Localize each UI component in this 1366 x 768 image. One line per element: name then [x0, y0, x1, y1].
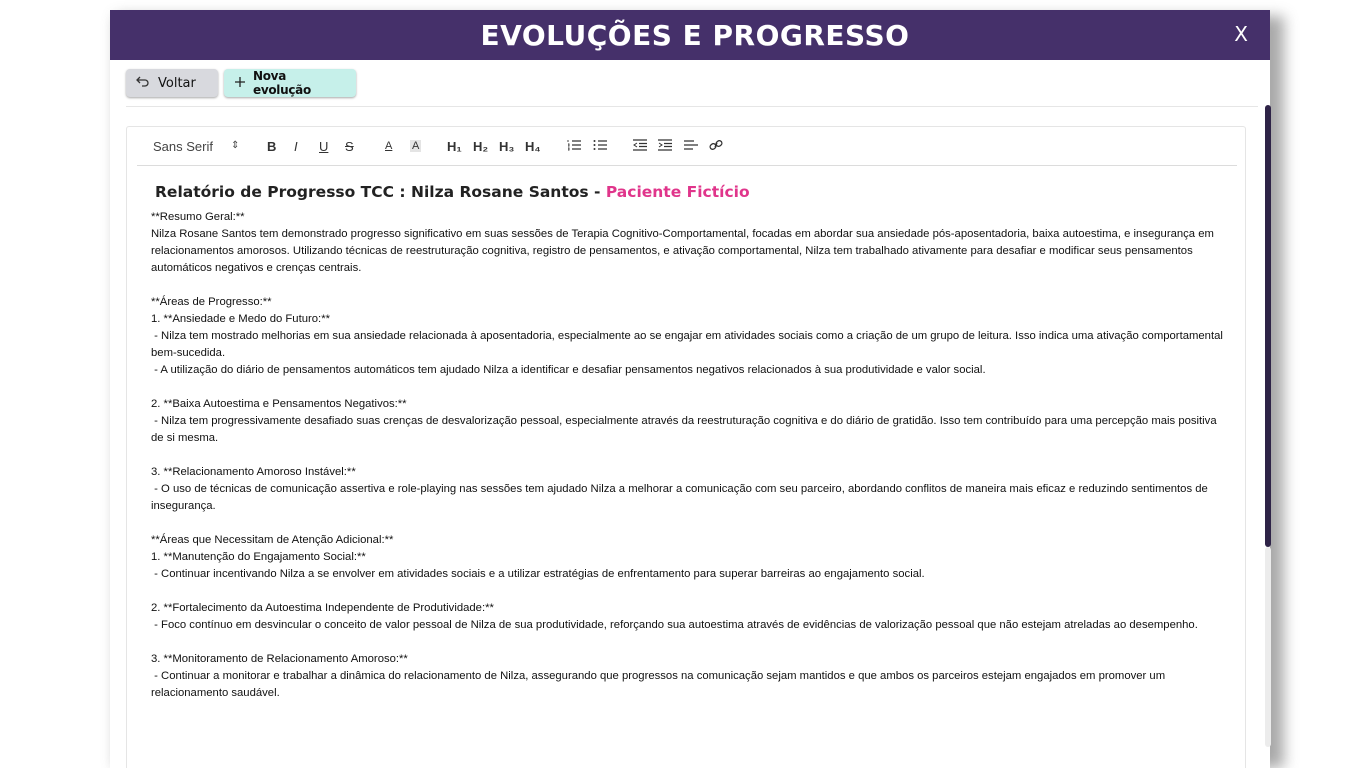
font-family-select[interactable]: Sans Serif: [153, 139, 213, 154]
strike-button[interactable]: S: [345, 139, 354, 154]
background-color-button[interactable]: A: [412, 140, 420, 152]
editor-toolbar: [137, 127, 1237, 166]
underline-button[interactable]: U: [319, 139, 329, 154]
heading-3-button[interactable]: H₃: [499, 139, 515, 154]
new-evolution-button[interactable]: [224, 69, 356, 97]
heading-1-button[interactable]: H₁: [447, 139, 462, 154]
bold-button[interactable]: B: [267, 139, 277, 154]
report-title: [155, 183, 1231, 201]
ordered-list-icon[interactable]: [567, 139, 581, 154]
select-arrows-icon: ⇕: [231, 140, 240, 151]
link-icon[interactable]: [709, 139, 723, 154]
plus-icon: [234, 76, 246, 91]
back-button[interactable]: [126, 69, 218, 97]
evolutions-modal: [110, 10, 1270, 768]
modal-header: [110, 10, 1270, 60]
fictional-patient-label: Paciente Fictício: [605, 183, 750, 201]
modal-title: EVOLUÇÕES E PROGRESSO: [480, 18, 910, 52]
scrollbar-thumb[interactable]: [1265, 105, 1271, 547]
italic-button[interactable]: I: [294, 139, 298, 154]
heading-4-button[interactable]: H₄: [525, 139, 541, 154]
report-title-text: Relatório de Progresso TCC : Nilza Rosane Santos -: [155, 183, 606, 201]
outdent-icon[interactable]: [633, 139, 647, 154]
rich-text-editor[interactable]: [126, 126, 1246, 768]
heading-2-button[interactable]: H₂: [473, 139, 489, 154]
text-color-button[interactable]: A: [385, 140, 393, 152]
divider: [126, 106, 1258, 107]
action-bar: [126, 69, 356, 97]
editor-content[interactable]: [151, 183, 1231, 702]
indent-icon[interactable]: [658, 139, 672, 154]
align-icon[interactable]: [684, 139, 698, 154]
close-button[interactable]: X: [1234, 22, 1248, 46]
scrollbar-track[interactable]: [1265, 547, 1271, 747]
undo-arrow-icon: [136, 76, 149, 91]
back-button-label: Voltar: [158, 75, 196, 91]
new-evolution-label: Nova evolução: [253, 69, 311, 97]
report-body: **Resumo Geral:** Nilza Rosane Santos tem demonstrado progresso significativo em suas sessões de Terapia Cognitivo-Comportamental, focadas em abordar sua ansiedade pós-aposentadoria, baixa autoestima, e insegurança em relacionamentos amorosos. Utilizando técnicas de reestruturação cognitiva, registro de pensamentos, e ativação comportamental, Nilza tem trabalhado ativamente para desafiar e modificar seus pensamentos automáticos negativos e crenças centrais. **Áreas de Progresso:** 1. **Ansiedade e Medo do Futuro:** - Nilza tem mostrado melhorias em sua ansiedade relacionada à aposentadoria, especialmente ao se engajar em atividades sociais como a criação de um grupo de leitura. Isso indica uma ativação comportamental bem-sucedida. - A utilização do diário de pensamentos automáticos tem ajudado Nilza a identificar e desafiar pensamentos negativos relacionados à sua produtividade e valor social. 2. **Baixa Autoestima e Pensamentos Negativos:** - Nilza tem progressivamente desafiado suas crenças de desvalorização pessoal, especialmente através da reestruturação cognitiva e do diário de gratidão. Isso tem contribuído para uma percepção mais positiva de si mesma. 3. **Relacionamento Amoroso Instável:** - O uso de técnicas de comunicação assertiva e role-playing nas sessões tem ajudado Nilza a melhorar a comunicação com seu parceiro, abordando conflitos de maneira mais eficaz e reduzindo sentimentos de insegurança. **Áreas que Necessitam de Atenção Adicional:** 1. **Manutenção do Engajamento Social:** - Continuar incentivando Nilza a se envolver em atividades sociais e a utilizar estratégias de enfrentamento para superar barreiras ao engajamento social. 2. **Fortalecimento da Autoestima Independente de Produtividade:** - Foco contínuo em desvincular o conceito de valor pessoal de Nilza de sua produtividade, reforçando sua autoestima através de evidências de valorização pessoal que não estejam atreladas ao desempenho. 3. **Monitoramento de Relacionamento Amoroso:** - Continuar a monitorar e trabalhar a dinâmica do relacionamento de Nilza, assegurando que progressos na comunicação sejam mantidos e que ambos os parceiros estejam engajados em promover um relacionamento saudável.: [151, 211, 1223, 699]
bullet-list-icon[interactable]: [593, 139, 607, 154]
